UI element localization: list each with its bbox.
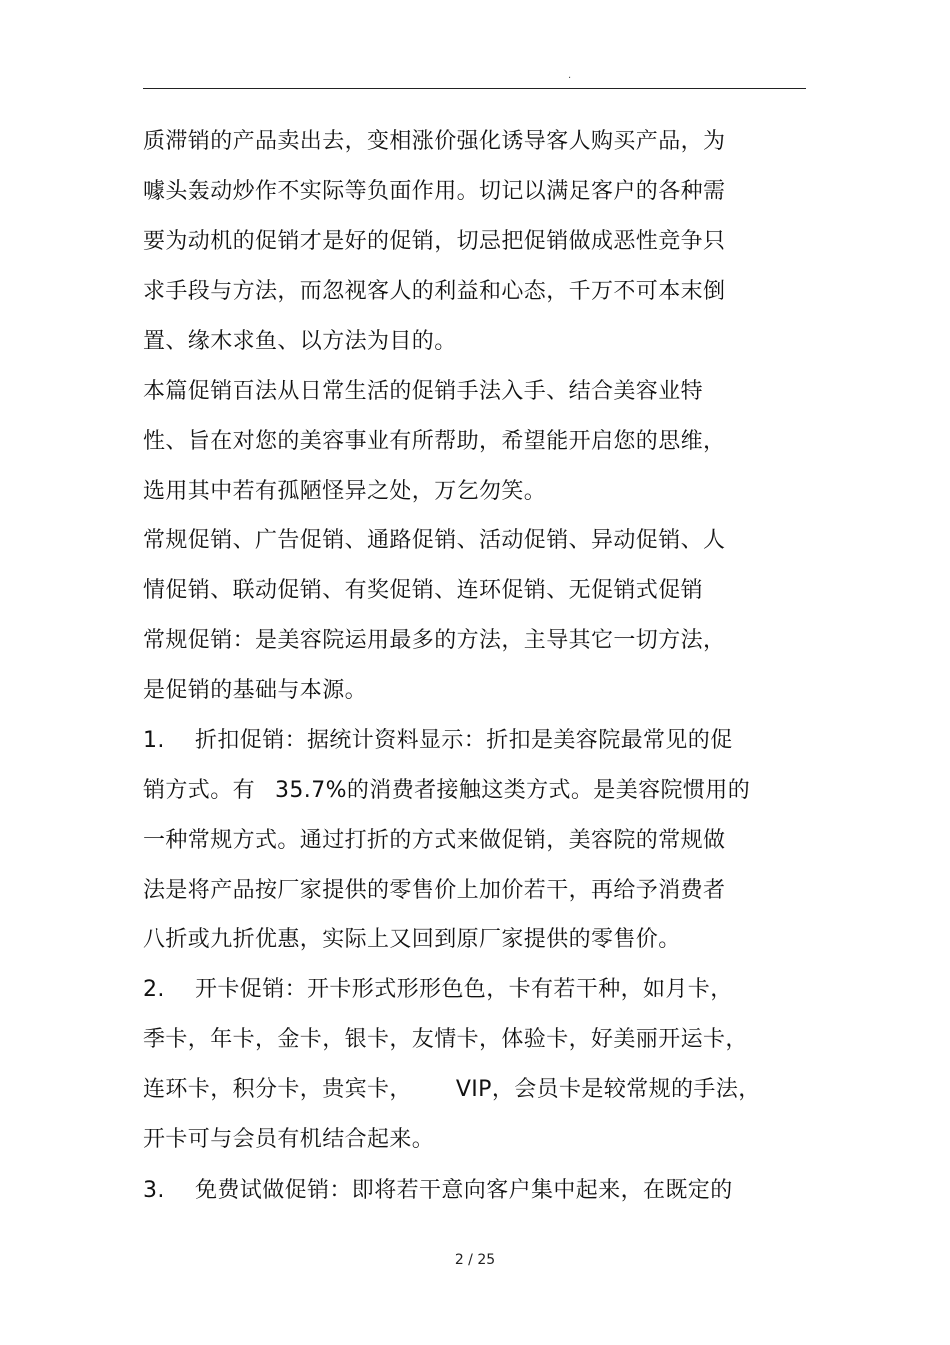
body-line: 常规促销：是美容院运用最多的方法，主导其它一切方法， [143, 628, 726, 653]
body-line: 开卡可与会员有机结合起来。 [143, 1127, 435, 1152]
body-line: 常规促销、广告促销、通路促销、活动促销、异动促销、人 [143, 528, 726, 553]
body-line: 性、旨在对您的美容事业有所帮助，希望能开启您的思维， [143, 429, 726, 454]
body-text-segment: 35.7%的消费者接触这类方式。是美容院惯用的 [275, 778, 751, 803]
body-text-segment: 连环卡，积分卡，贵宾卡， [143, 1077, 412, 1102]
body-text-segment: VIP，会员卡是较常规的手法， [455, 1077, 761, 1102]
list-item-3 [143, 1176, 733, 1206]
page-number: 2 / 25 [454, 1252, 496, 1268]
header-rule [143, 88, 806, 89]
list-item-text: 折扣促销：据统计资料显示：折扣是美容院最常见的促 [195, 728, 733, 753]
list-item-1 [143, 726, 733, 756]
body-text-segment: 销方式。有 [143, 778, 256, 803]
list-item-text: 免费试做促销：即将若干意向客户集中起来，在既定的 [195, 1178, 733, 1203]
body-line: 一种常规方式。通过打折的方式来做促销，美容院的常规做 [143, 828, 726, 853]
body-line: 本篇促销百法从日常生活的促销手法入手、结合美容业特 [143, 379, 704, 404]
body-line: 季卡，年卡，金卡，银卡，友情卡，体验卡，好美丽开运卡， [143, 1027, 748, 1052]
body-line: 质滞销的产品卖出去，变相涨价强化诱导客人购买产品，为 [143, 129, 726, 154]
body-line: 要为动机的促销才是好的促销，切忌把促销做成恶性竞争只 [143, 229, 726, 254]
body-line: 是促销的基础与本源。 [143, 678, 368, 703]
body-line: 置、缘木求鱼、以方法为目的。 [143, 329, 457, 354]
body-line: 求手段与方法，而忽视客人的利益和心态，千万不可本末倒 [143, 279, 726, 304]
list-item-text: 开卡促销：开卡形式形形色色，卡有若干种，如月卡， [195, 977, 733, 1002]
body-line: 八折或九折优惠，实际上又回到原厂家提供的零售价。 [143, 927, 681, 952]
body-line [143, 776, 750, 806]
header-mark: . [568, 70, 572, 81]
body-line [143, 1075, 761, 1105]
body-line: 情促销、联动促销、有奖促销、连环促销、无促销式促销 [143, 578, 704, 603]
list-number: 3. [143, 1178, 165, 1203]
body-line: 法是将产品按厂家提供的零售价上加价若干，再给予消费者 [143, 878, 726, 903]
list-number: 2. [143, 977, 165, 1002]
body-line: 选用其中若有孤陋怪异之处，万乞勿笑。 [143, 479, 547, 504]
list-item-2 [143, 975, 733, 1005]
list-number: 1. [143, 728, 165, 753]
body-line: 噱头轰动炒作不实际等负面作用。切记以满足客户的各种需 [143, 179, 726, 204]
